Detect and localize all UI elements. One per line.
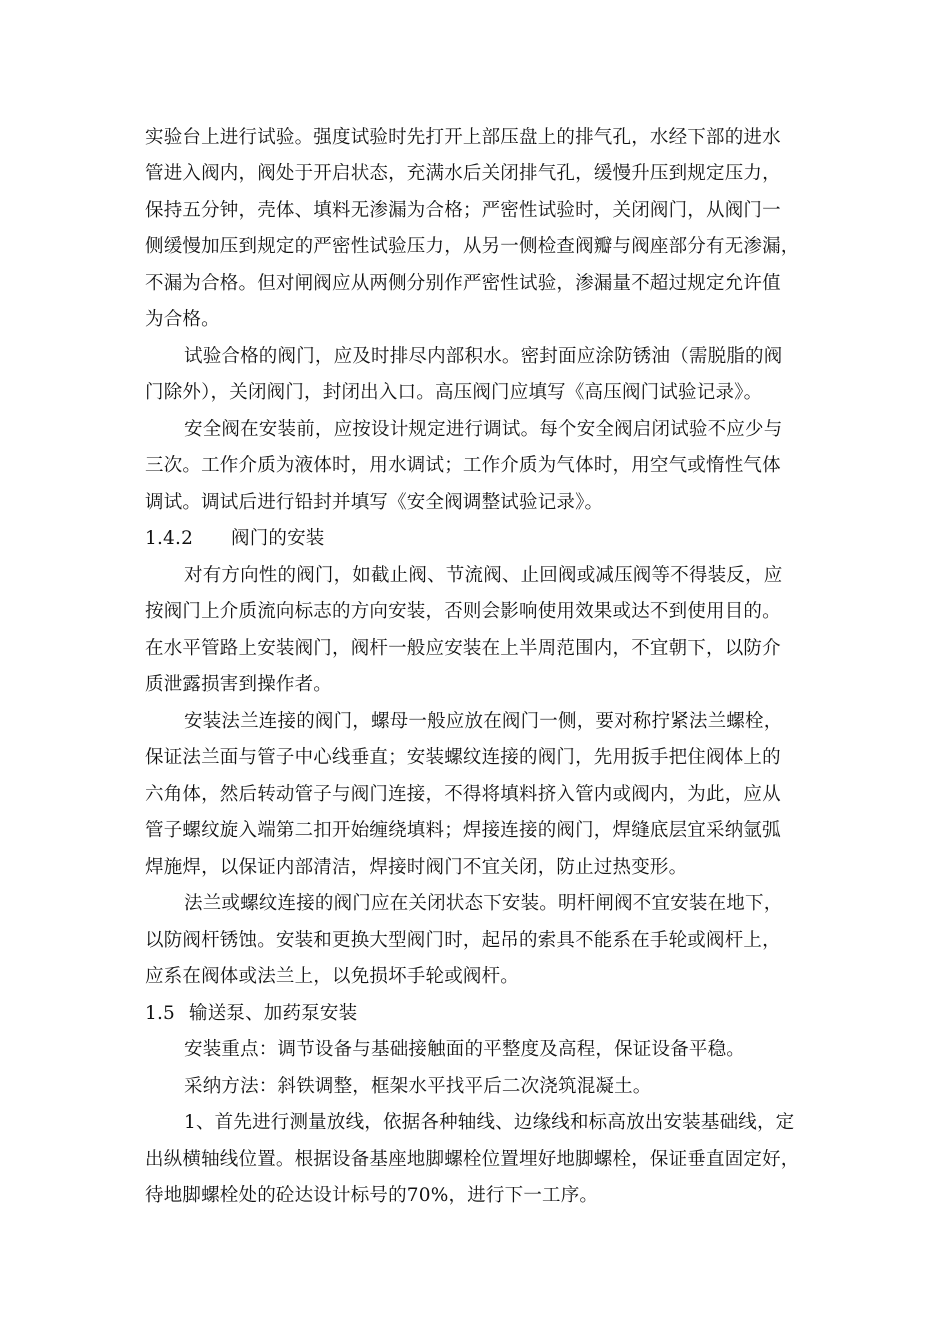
paragraph-line: 应系在阀体或法兰上，以免损坏手轮或阀杆。: [145, 966, 520, 987]
paragraph-line: 调试。调试后进行铅封并填写《安全阀调整试验记录》。: [145, 492, 604, 513]
section-heading: [145, 996, 357, 1032]
paragraph-line: 安装重点：调节设备与基础接触面的平整度及高程，保证设备平稳。: [184, 1039, 746, 1060]
section-title: 阀门的安装: [231, 528, 325, 549]
paragraph-line: 管进入阀内，阀处于开启状态，充满水后关闭排气孔，缓慢升压到规定压力，: [145, 163, 781, 184]
paragraph-line: 实验台上进行试验。强度试验时先打开上部压盘上的排气孔，水经下部的进水: [145, 127, 781, 148]
paragraph-line: 安全阀在安装前，应按设计规定进行调试。每个安全阀启闭试验不应少与: [184, 419, 783, 440]
paragraph-line: 法兰或螺纹连接的阀门应在关闭状态下安装。明杆闸阀不宜安装在地下，: [184, 893, 783, 914]
paragraph-line: 三次。工作介质为液体时，用水调试；工作介质为气体时，用空气或惰性气体: [145, 455, 781, 476]
section-number: 1.5: [145, 1003, 176, 1024]
paragraph-line: 待地脚螺栓处的砼达设计标号的70%，进行下一工序。: [145, 1185, 599, 1206]
paragraph-line: 保证法兰面与管子中心线垂直；安装螺纹连接的阀门，先用扳手把住阀体上的: [145, 747, 781, 768]
paragraph-line: 焊施焊，以保证内部清洁，焊接时阀门不宜关闭，防止过热变形。: [145, 857, 688, 878]
paragraph-line: 试验合格的阀门，应及时排尽内部积水。密封面应涂防锈油（需脱脂的阀: [184, 346, 783, 367]
paragraph-line: 对有方向性的阀门，如截止阀、节流阀、止回阀或减压阀等不得装反，应: [184, 565, 783, 586]
paragraph-line: 为合格。: [145, 309, 220, 330]
paragraph-line: 保持五分钟，壳体、填料无渗漏为合格；严密性试验时，关闭阀门，从阀门一: [145, 200, 781, 221]
paragraph-line: 安装法兰连接的阀门，螺母一般应放在阀门一侧，要对称拧紧法兰螺栓，: [184, 711, 783, 732]
paragraph-line: 1、首先进行测量放线，依据各种轴线、边缘线和标高放出安装基础线，定: [184, 1112, 795, 1133]
paragraph-line: 六角体，然后转动管子与阀门连接，不得将填料挤入管内或阀内，为此，应从: [145, 784, 781, 805]
section-number: 1.4.2: [145, 528, 194, 549]
paragraph-line: 侧缓慢加压到规定的严密性试验压力，从另一侧检查阀瓣与阀座部分有无渗漏，: [145, 236, 800, 257]
section-heading: [145, 521, 325, 557]
paragraph-line: 质泄露损害到操作者。: [145, 674, 333, 695]
paragraph-line: 门除外），关闭阀门，封闭出入口。高压阀门应填写《高压阀门试验记录》。: [145, 382, 763, 403]
paragraph-line: 在水平管路上安装阀门，阀杆一般应安装在上半周范围内，不宜朝下，以防介: [145, 638, 781, 659]
paragraph-line: 不漏为合格。但对闸阀应从两侧分别作严密性试验，渗漏量不超过规定允许值: [145, 273, 781, 294]
paragraph-line: 管子螺纹旋入端第二扣开始缠绕填料；焊接连接的阀门，焊缝底层宜采纳氩弧: [145, 820, 781, 841]
section-title: 输送泵、加药泵安装: [189, 1003, 358, 1024]
paragraph-line: 按阀门上介质流向标志的方向安装，否则会影响使用效果或达不到使用目的。: [145, 601, 781, 622]
paragraph-line: 以防阀杆锈蚀。安装和更换大型阀门时，起吊的索具不能系在手轮或阀杆上，: [145, 930, 781, 951]
paragraph-line: 出纵横轴线位置。根据设备基座地脚螺栓位置埋好地脚螺栓，保证垂直固定好，: [145, 1149, 800, 1170]
paragraph-line: 采纳方法：斜铁调整，框架水平找平后二次浇筑混凝土。: [184, 1076, 652, 1097]
